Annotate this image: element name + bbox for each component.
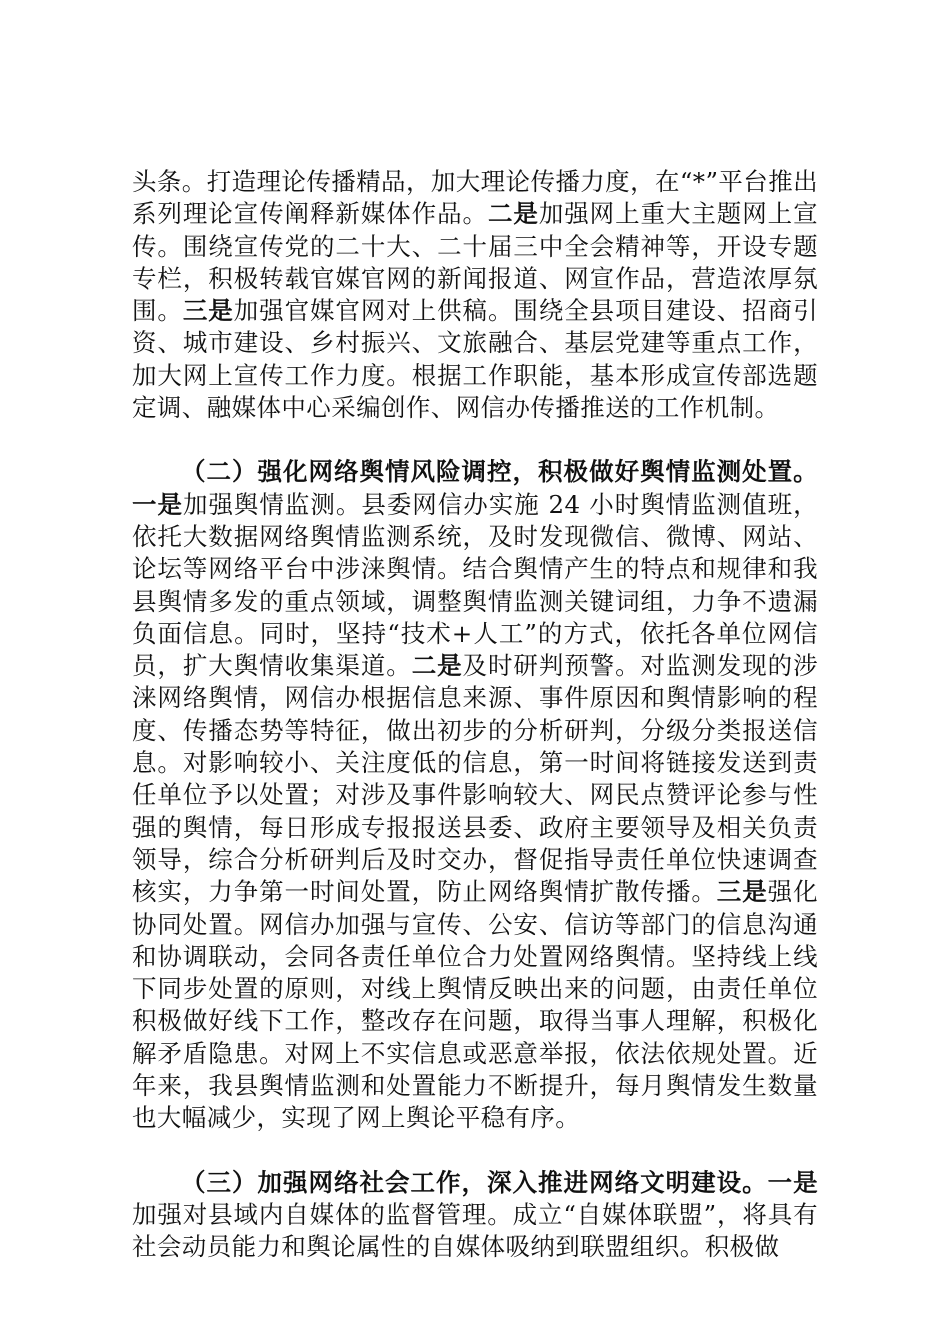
paragraph-1-run-5: 加强官媒官网对上供稿。围绕全县项目建设、招商引资、城市建设、乡村振兴、文旅融合、基层党建等重点工作，加大网上宣传工作力度。根据工作职能，基本形成宣传部选题定调、融媒体中心采编创作、网信办传播推送的工作机制。 — [132, 296, 818, 423]
paragraph-1-run-2: 二是 — [487, 199, 539, 229]
paragraph-1 — [132, 166, 818, 424]
paragraph-3 — [132, 1167, 818, 1264]
paragraph-3-heading: （三）加强网络社会工作，深入推进网络文明建设。一是 — [181, 1167, 818, 1197]
document-page — [132, 166, 818, 1264]
paragraph-1-run-1: 头条。打造理论传播精品，加大理论传播力度，在“*”平台推出系列理论宣传阐释新媒体作品。 — [132, 167, 818, 229]
paragraph-1-run-4: 三是 — [182, 296, 234, 326]
paragraph-2-run-4: 及时研判预警。对监测发现的涉涞网络舆情，网信办根据信息来源、事件原因和舆情影响的程度、传播态势等特征，做出初步的分析研判，分级分类报送信息。对影响较小、关注度低的信息，第一时间将链接发送到责任单位予以处置；对涉及事件影响较大、网民点赞评论参与性强的舆情，每日形成专报报送县委、政府主要领导及相关负责领导，综合分析研判后及时交办，督促指导责任单位快速调查核实，力争第一时间处置，防止网络舆情扩散传播。 — [132, 651, 818, 907]
paragraph-2-run-2: 加强舆情监测。县委网信办实施 24 小时舆情监测值班，依托大数据网络舆情监测系统，及时发现微信、微博、网站、论坛等网络平台中涉涞舆情。结合舆情产生的特点和规律和我县舆情多发的重点领域，调整舆情监测关键词组，力争不遗漏负面信息。同时，坚持“技术+人工”的方式，依托各单位网信员，扩大舆情收集渠道。 — [132, 489, 818, 681]
paragraph-2 — [132, 456, 818, 1134]
paragraph-2-run-3: 二是 — [411, 651, 463, 681]
paragraph-2-heading: （二）强化网络舆情风险调控，积极做好舆情监测处置。一是 — [132, 457, 818, 519]
paragraph-1-run-3: 加强网上重大主题网上宣传。围绕宣传党的二十大、二十届三中全会精神等，开设专题专栏，积极转载官媒官网的新闻报道、网宣作品，营造浓厚氛围。 — [132, 199, 818, 326]
paragraph-2-run-6: 强化协同处置。网信办加强与宣传、公安、信访等部门的信息沟通和协调联动，会同各责任单位合力处置网络舆情。坚持线上线下同步处置的原则，对线上舆情反映出来的问题，由责任单位积极做好线下工作，整改存在问题，取得当事人理解，积极化解矛盾隐患。对网上不实信息或恶意举报，依法依规处置。近年来，我县舆情监测和处置能力不断提升，每月舆情发生数量也大幅减少，实现了网上舆论平稳有序。 — [132, 877, 818, 1133]
paragraph-2-run-5: 三是 — [716, 877, 768, 907]
paragraph-3-run-2: 加强对县域内自媒体的监督管理。成立“自媒体联盟”，将具有社会动员能力和舆论属性的自媒体吸纳到联盟组织。积极做 — [132, 1199, 818, 1262]
